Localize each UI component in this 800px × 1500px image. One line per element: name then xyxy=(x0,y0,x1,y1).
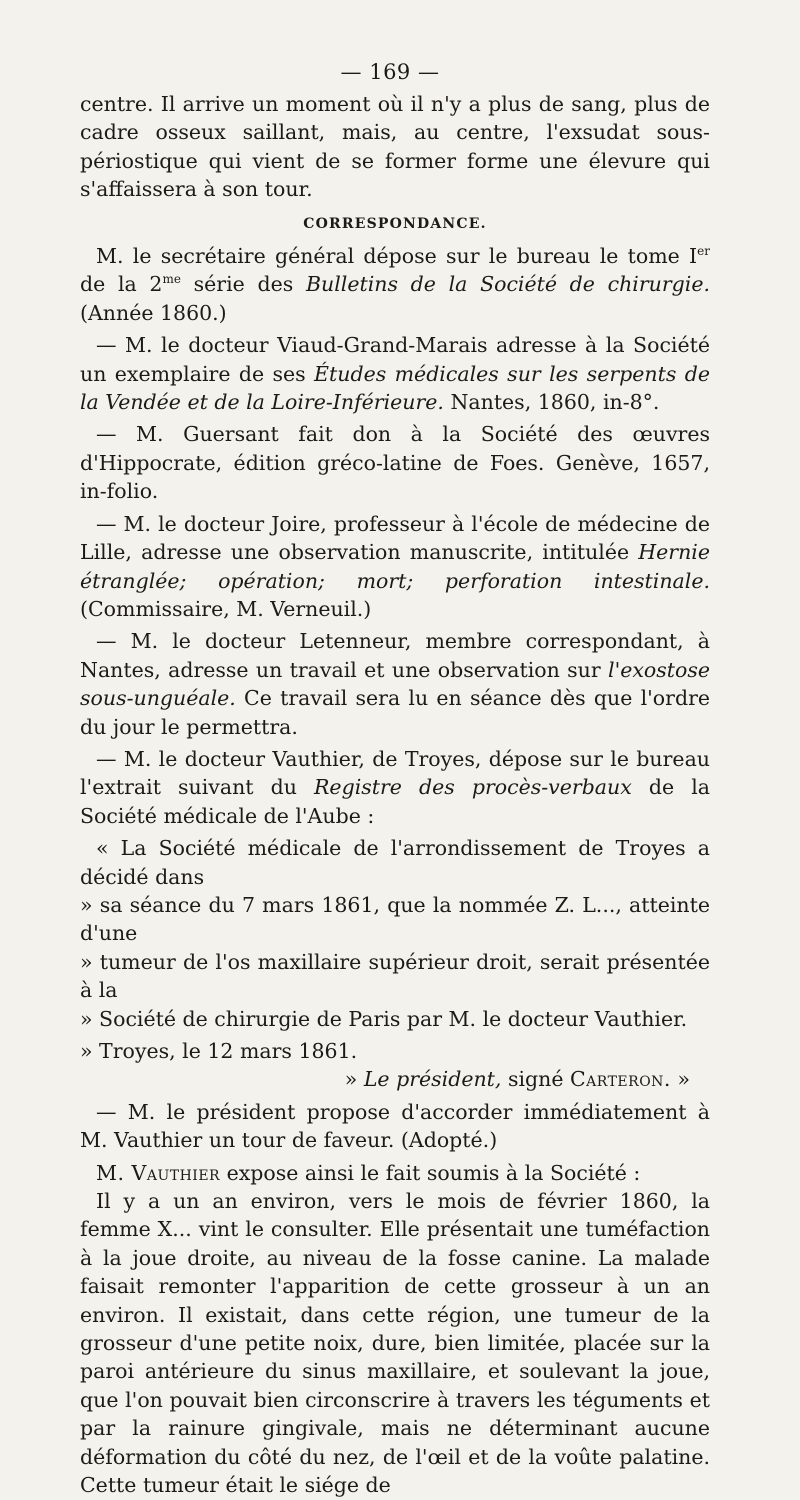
paragraph-vauthier-expose xyxy=(80,1159,710,1187)
p6-text: — M. le docteur Vauthier, de Troyes, dépose sur le bureau l'extrait suivant du xyxy=(80,746,710,800)
paragraph-case: Il y a un an environ, vers le mois de février 1860, la femme X... vint le consulter. Elle présentait une tuméfaction à la joue droite, au niveau de la fosse canine. La malade faisait remonter l'apparition de cette grosseur à un an environ. Il existait, dans cette région, une tumeur de la grosseur d'une petite noix, dure, bien limitée, placée sur la paroi antérieure du sinus maxillaire, et soulevant la joue, que l'on pouvait bien circonscrire à travers les téguments et par la rainure gingivale, mais ne déterminant aucune déformation du côté du nez, de l'œil et de la voûte palatine. Cette tumeur était le siége de xyxy=(80,1189,710,1498)
p1-text-d: série des xyxy=(180,272,306,297)
sig-close: » xyxy=(670,1067,690,1092)
quote-line-2: » sa séance du 7 mars 1861, que la nommée Z. L..., atteinte d'une xyxy=(80,892,710,946)
intro-line-3: de se former forme une élevure qui s'affaissera à son tour. xyxy=(80,148,710,202)
section-heading: CORRESPONDANCE. xyxy=(303,215,487,232)
p6-text-b: de la Société médicale de l'Aube : xyxy=(80,775,710,828)
intro-line-1: centre. Il arrive un moment où il n'y a plus de sang, plus de cadre xyxy=(80,92,710,145)
quote-date: » Troyes, le 12 mars 1861. xyxy=(80,1039,358,1063)
p5-text-b: Ce travail sera lu en séance dès que l'ordre du jour le permettra. xyxy=(80,686,710,739)
p1-italic-title: Bulletins de la Société de chirurgie. xyxy=(305,272,710,297)
p8-text: expose ainsi le fait soumis à la Société : xyxy=(220,1160,641,1185)
p5-text: — M. le docteur Letenneur, membre correspondant, à Nantes, adresse un travail et une observation sur xyxy=(80,629,710,682)
p1-text-b: de la xyxy=(80,272,150,297)
superscript-me: me xyxy=(162,272,181,287)
p1-text-c: 2 xyxy=(149,272,163,297)
p4-text: — M. le docteur Joire, professeur à l'école de médecine de Lille, adresse une observation manuscrite, intitulée xyxy=(80,511,710,565)
paragraph-president: — M. le président propose d'accorder immédiatement à M. Vauthier un tour de faveur. (Adopté.) xyxy=(80,1099,710,1153)
page-number: — 169 — xyxy=(340,60,440,84)
paragraph-viaud xyxy=(80,331,710,416)
p4-italic-title: Hernie étranglée; opération; mort; perforation intestinale. xyxy=(80,540,710,593)
p2-text: — M. le docteur Viaud-Grand-Marais adresse à la Société un exemplaire de ses xyxy=(80,333,710,386)
p1-text-e: (Année 1860.) xyxy=(80,300,227,325)
quote-line-4: » Société de chirurgie de Paris par M. le docteur Vauthier. xyxy=(80,1006,688,1031)
p2-text-b: Nantes, 1860, in-8°. xyxy=(443,390,660,415)
p1-text: M. le secrétaire général dépose sur le bureau le tome I xyxy=(96,244,698,269)
quote-line-3: » tumeur de l'os maxillaire supérieur droit, serait présentée à la xyxy=(80,949,710,1003)
p6-italic-title: Registre des procès-verbaux xyxy=(314,775,632,800)
sig-signe: signé xyxy=(501,1067,570,1092)
paragraph-vauthier-extract xyxy=(80,745,710,830)
quote-signature xyxy=(80,1065,710,1093)
intro-paragraph xyxy=(80,90,710,204)
body-text xyxy=(80,90,710,1500)
p5-italic-title: l'exostose sous-unguéale. xyxy=(80,657,710,711)
paragraph-letenneur xyxy=(80,627,710,741)
paragraph-guersant: — M. Guersant fait don à la Société des œuvres d'Hippocrate, édition gréco-latine de Foes. Genève, 1657, in-folio. xyxy=(80,422,710,504)
sig-open: » xyxy=(344,1067,364,1092)
p2-italic-title: Études médicales sur les serpents de la Vendée et de la Loire-Inférieure. xyxy=(80,361,710,415)
paragraph-joire xyxy=(80,510,710,624)
intro-line-2: osseux saillant, mais, au centre, l'exsudat sous-périostique qui vient xyxy=(80,120,710,173)
p4-text-b: (Commissaire, M. Verneuil.) xyxy=(80,596,372,621)
paragraph-secretaire xyxy=(80,242,710,327)
superscript-er: er xyxy=(697,244,710,259)
speaker-name: M. Vauthier xyxy=(96,1160,221,1185)
sig-president: Le président, xyxy=(363,1067,502,1092)
quote-line-1: « La Société médicale de l'arrondissement de Troyes a décidé dans xyxy=(80,836,710,889)
sig-name: Carteron. xyxy=(570,1067,671,1092)
